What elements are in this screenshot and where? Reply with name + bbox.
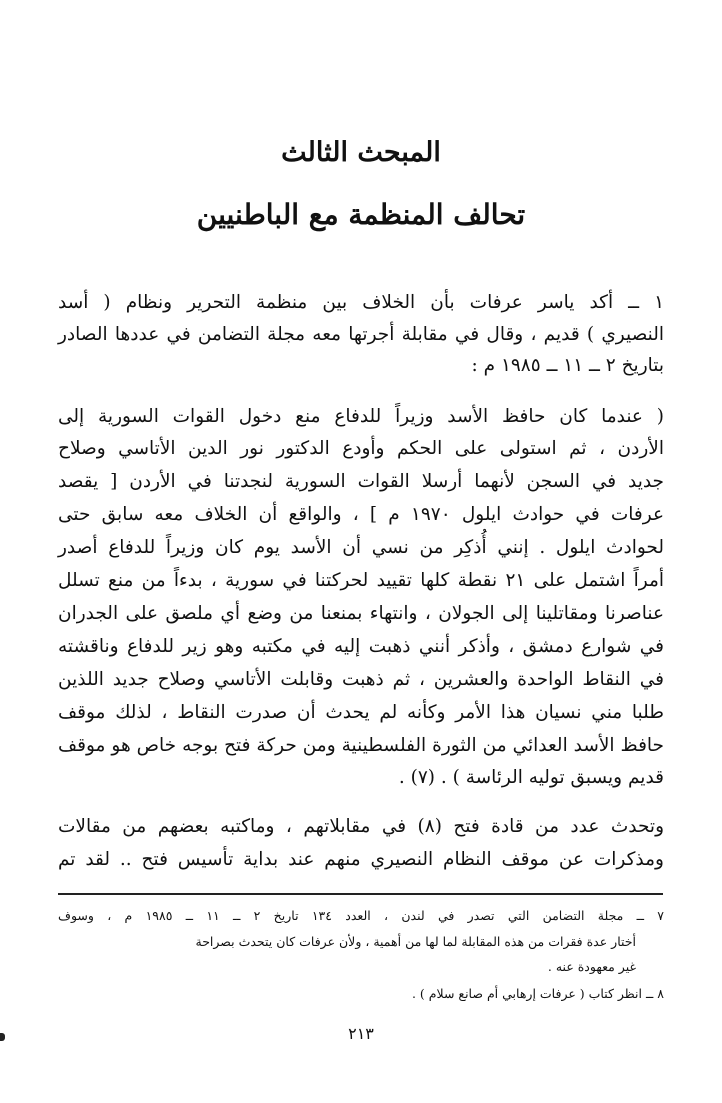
quote-line-9: في النقاط الواحدة والعشرين ، ثم ذهبت وقابلت الأتاسي وصلاح جديد اللذين	[58, 669, 664, 690]
paragraph-1-line-2: النصيري ) قديم ، وقال في مقابلة أجرتها معه مجلة التضامن في عددها الصادر	[58, 324, 664, 345]
footnote-separator	[58, 893, 663, 895]
quote-line-12: قديم ويسبق توليه الرئاسة ) . (٧) .	[398, 767, 664, 788]
footnote-7-line-1: ٧ ــ مجلة التضامن التي تصدر في لندن ، العدد ١٣٤ تاريخ ٢ ــ ١١ ــ ١٩٨٥ م ، وسوف	[58, 908, 664, 923]
quote-line-1: ( عندما كان حافظ الأسد وزيراً للدفاع منع دخول القوات السورية إلى	[58, 406, 664, 427]
quote-line-10: طلبا مني نسيان هذا الأمر وكأنه لم يحدث أن صدرت النقاط ، لذلك موقف	[58, 702, 664, 723]
section-heading: المبحث الثالث	[281, 137, 441, 168]
quote-line-2: الأردن ، ثم استولى على الحكم وأودع الدكتور نور الدين الأتاسي وصلاح	[58, 438, 664, 459]
footnote-8: ٨ ــ انظر كتاب ( عرفات إرهابي أم صانع سلام ) .	[411, 986, 664, 1001]
paragraph-1-line-3: بتاريخ ٢ ــ ١١ ــ ١٩٨٥ م :	[471, 355, 664, 376]
quote-line-8: في شوارع دمشق ، وأذكر أنني ذهبت إليه في مكتبه وهو زير للدفاع وناقشته	[58, 636, 664, 657]
quote-line-7: عناصرنا ومقاتلينا إلى الجولان ، وانتهاء بمنعنا من وضع أي ملصق على الجدران	[58, 603, 664, 624]
page-number: ٢١٣	[348, 1024, 374, 1043]
chapter-title: تحالف المنظمة مع الباطنيين	[196, 198, 526, 231]
quote-line-5: لحوادث ايلول . إنني أُذكِر من نسي أن الأسد يوم كان وزيراً للدفاع أصدر	[58, 537, 664, 558]
quote-line-6: أمراً اشتمل على ٢١ نقطة كلها تقييد لحركتنا في سورية ، بدءاً من منع تسلل	[58, 570, 664, 591]
paragraph-2-line-1: وتحدث عدد من قادة فتح (٨) في مقابلاتهم ، وماكتبه بعضهم من مقالات	[58, 816, 665, 837]
scan-edge-mark	[0, 1033, 5, 1041]
paragraph-2-line-2: ومذكرات عن موقف النظام النصيري منهم عند بداية تأسيس فتح .. لقد تم	[58, 849, 664, 870]
paragraph-1-line-1: ١ ــ أكد ياسر عرفات بأن الخلاف بين منظمة التحرير ونظام ( أسد	[58, 292, 664, 313]
quote-line-4: عرفات في حوادث ايلول ١٩٧٠ م ] ، والواقع أن الخلاف معه سابق حتى	[58, 504, 664, 525]
footnote-7-line-3: غير معهودة عنه .	[547, 959, 636, 974]
quote-line-3: جديد في السجن لأنهما أرسلا القوات السورية لنجدتنا في الأردن [ يقصد	[58, 471, 664, 492]
footnote-7-line-2: أختار عدة فقرات من هذه المقابلة لما لها من أهمية ، ولأن عرفات كان يتحدث بصراحة	[195, 934, 636, 949]
quote-line-11: حافظ الأسد العدائي من الثورة الفلسطينية ومن حركة فتح بوجه خاص هو موقف	[58, 735, 664, 756]
